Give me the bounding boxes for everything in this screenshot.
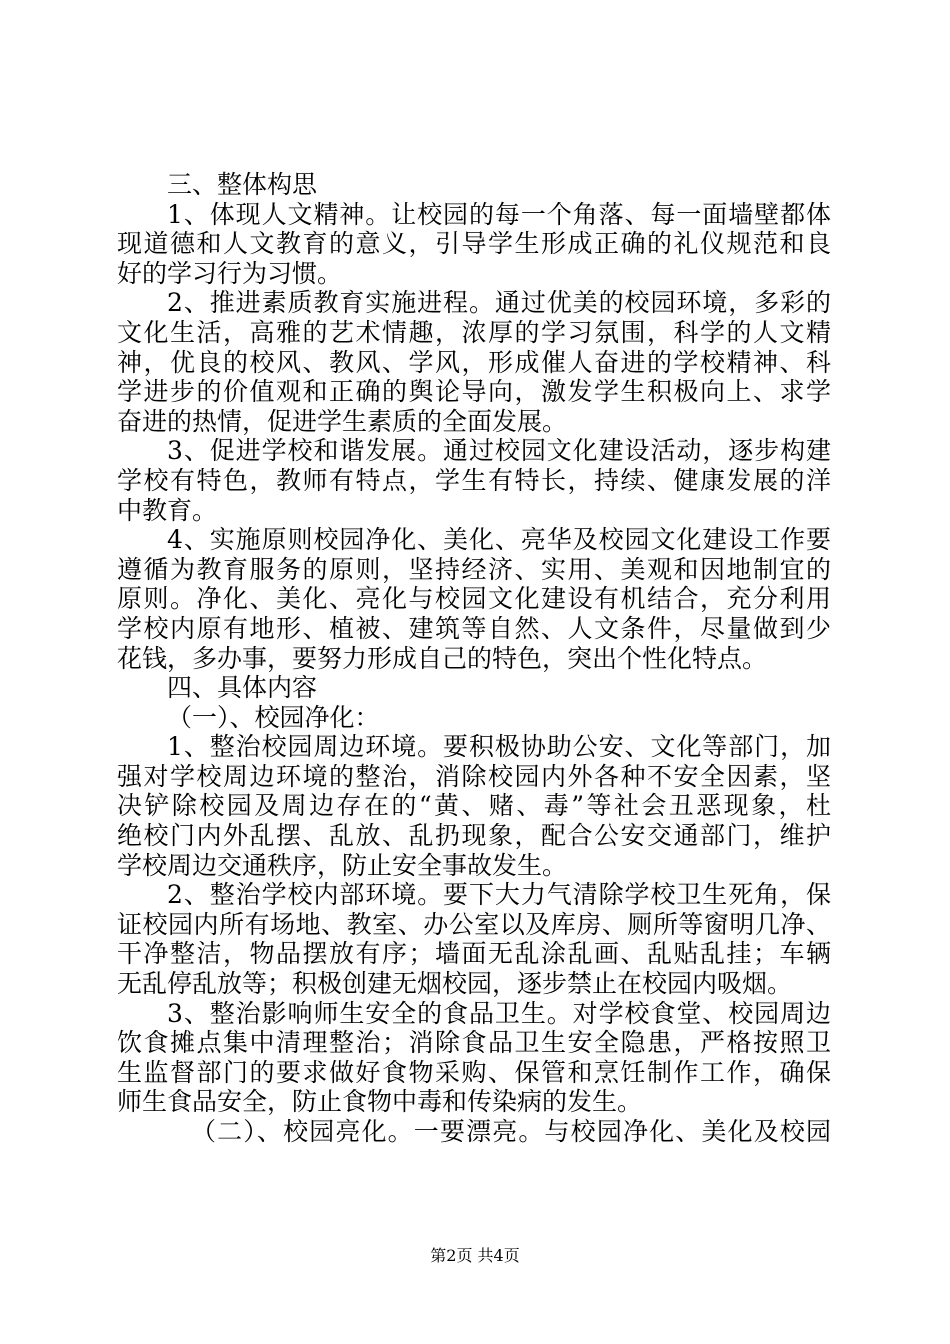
text-line: 学校周边交通秩序，防止安全事故发生。 — [117, 850, 568, 880]
text-line: 学校内原有地形、植被、建筑等自然、人文条件，尽量做到少 — [117, 613, 831, 643]
text-line: 花钱，多办事，要努力形成自己的特色，突出个性化特点。 — [117, 643, 768, 673]
page-footer: 第2页 共4页 — [430, 1246, 520, 1265]
text-line: 原则。净化、美化、亮化与校园文化建设有机结合，充分利用 — [117, 584, 831, 614]
text-line: 三、整体构思 — [167, 170, 318, 199]
text-line: 学进步的价值观和正确的舆论导向，激发学生积极向上、求学 — [117, 377, 831, 407]
text-line: 绝校门内外乱摆、乱放、乱扔现象，配合公安交通部门，维护 — [117, 821, 831, 851]
text-line: 中教育。 — [117, 495, 218, 525]
text-line: 3、整治影响师生安全的食品卫生。对学校食堂、校园周边 — [167, 998, 831, 1028]
text-line: 无乱停乱放等；积极创建无烟校园，逐步禁止在校园内吸烟。 — [117, 969, 793, 999]
text-line: 决铲除校园及周边存在的“黄、赌、毒”等社会丑恶现象，杜 — [117, 791, 831, 821]
text-line: 生监督部门的要求做好食物采购、保管和烹饪制作工作，确保 — [117, 1057, 831, 1087]
text-line: 2、整治学校内部环境。要下大力气清除学校卫生死角，保 — [167, 880, 831, 910]
text-line: 2、推进素质教育实施进程。通过优美的校园环境，多彩的 — [167, 288, 831, 318]
text-line: 奋进的热情，促进学生素质的全面发展。 — [117, 406, 568, 436]
text-line: 1、整治校园周边环境。要积极协助公安、文化等部门，加 — [167, 732, 831, 762]
text-line: 文化生活，高雅的艺术情趣，浓厚的学习氛围，科学的人文精 — [117, 317, 831, 347]
text-line: （二）、校园亮化。一要漂亮。与校园净化、美化及校园 — [191, 1117, 831, 1146]
text-line: 饮食摊点集中清理整治；消除食品卫生安全隐患，严格按照卫 — [117, 1028, 831, 1058]
document-body — [117, 170, 831, 1147]
text-line: 好的学习行为习惯。 — [117, 258, 343, 288]
text-line: 1、体现人文精神。让校园的每一个角落、每一面墙壁都体 — [167, 199, 831, 229]
text-line: 4、实施原则校园净化、美化、亮华及校园文化建设工作要 — [167, 525, 831, 555]
text-line: 神，优良的校风、教风、学风，形成催人奋进的学校精神、科 — [117, 347, 831, 377]
text-line: 3、促进学校和谐发展。通过校园文化建设活动，逐步构建 — [167, 436, 831, 466]
text-line: 强对学校周边环境的整治，消除校园内外各种不安全因素，坚 — [117, 761, 831, 791]
text-line: 四、具体内容 — [167, 673, 318, 703]
text-line: 学校有特色，教师有特点，学生有特长，持续、健康发展的洋 — [117, 465, 831, 495]
text-line: 师生食品安全，防止食物中毒和传染病的发生。 — [117, 1087, 643, 1117]
text-line: （一）、校园净化： — [167, 702, 380, 732]
text-line: 现道德和人文教育的意义，引导学生形成正确的礼仪规范和良 — [117, 229, 831, 259]
text-line: 遵循为教育服务的原则，坚持经济、实用、美观和因地制宜的 — [117, 554, 831, 584]
text-line: 证校园内所有场地、教室、办公室以及库房、厕所等窗明几净、 — [117, 909, 831, 939]
text-line: 干净整洁，物品摆放有序；墙面无乱涂乱画、乱贴乱挂；车辆 — [117, 939, 831, 969]
